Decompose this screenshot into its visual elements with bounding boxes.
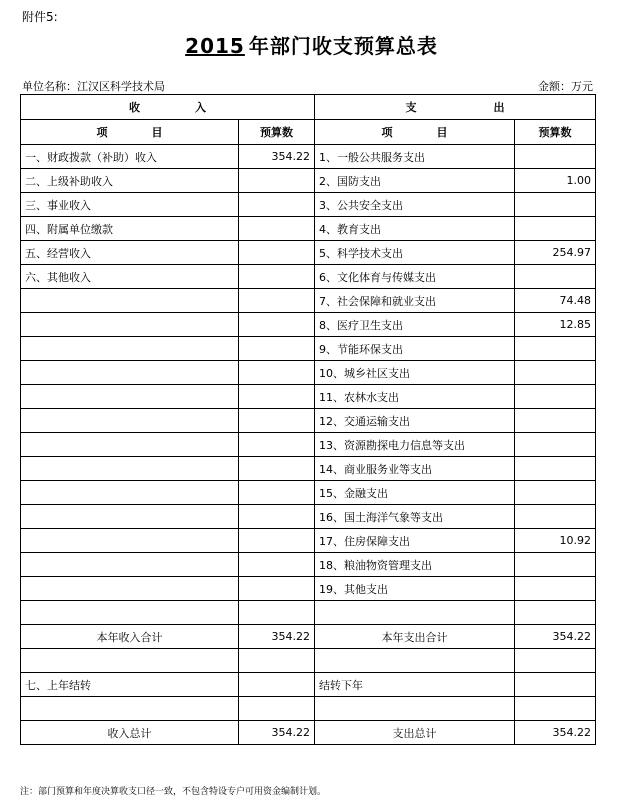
table-row <box>21 529 596 553</box>
income-value-cell <box>239 193 315 217</box>
year-expense-total-label: 本年支出合计 <box>315 625 515 649</box>
income-value-cell <box>239 313 315 337</box>
empty-cell <box>239 697 315 721</box>
income-value-cell <box>239 601 315 625</box>
header-row-columns <box>21 120 596 145</box>
income-value-cell <box>239 433 315 457</box>
carryover-row <box>21 673 596 697</box>
expense-section-header: 支 出 <box>315 95 596 120</box>
page-title <box>0 30 619 59</box>
empty-cell <box>21 697 239 721</box>
expense-value-cell <box>515 433 596 457</box>
expense-value-cell: 12.85 <box>515 313 596 337</box>
table-row <box>21 193 596 217</box>
income-grand-total-value: 354.22 <box>239 721 315 745</box>
income-item-cell: 一、财政拨款（补助）收入 <box>21 145 239 169</box>
expense-value-cell <box>515 505 596 529</box>
income-item-cell <box>21 505 239 529</box>
expense-item-cell: 13、资源勘探电力信息等支出 <box>315 433 515 457</box>
income-item-cell: 三、事业收入 <box>21 193 239 217</box>
expense-item-cell: 16、国土海洋气象等支出 <box>315 505 515 529</box>
budget-table <box>20 94 596 745</box>
expense-item-cell: 7、社会保障和就业支出 <box>315 289 515 313</box>
income-value-cell <box>239 409 315 433</box>
income-item-cell <box>21 337 239 361</box>
income-item-cell <box>21 529 239 553</box>
empty-cell <box>315 697 515 721</box>
income-value-cell <box>239 361 315 385</box>
table-row <box>21 361 596 385</box>
footnote: 注：部门预算和年度决算收支口径一致，不包含特设专户可用资金编制计划。 <box>20 787 327 797</box>
table-row <box>21 385 596 409</box>
blank-row <box>21 649 596 673</box>
amount-unit-label: 金额：万元 <box>538 80 593 93</box>
income-section-header: 收 入 <box>21 95 315 120</box>
income-item-cell <box>21 457 239 481</box>
income-value-cell <box>239 385 315 409</box>
income-item-cell: 二、上级补助收入 <box>21 169 239 193</box>
income-value-cell <box>239 241 315 265</box>
table-row <box>21 553 596 577</box>
carryover-expense-label: 结转下年 <box>315 673 515 697</box>
empty-cell <box>515 649 596 673</box>
expense-item-cell: 3、公共安全支出 <box>315 193 515 217</box>
table-row <box>21 409 596 433</box>
income-value-cell <box>239 577 315 601</box>
income-value-cell <box>239 217 315 241</box>
table-row <box>21 241 596 265</box>
income-value-cell <box>239 505 315 529</box>
expense-value-cell <box>515 217 596 241</box>
expense-item-cell: 12、交通运输支出 <box>315 409 515 433</box>
empty-cell <box>315 649 515 673</box>
income-item-cell <box>21 313 239 337</box>
year-income-total-label: 本年收入合计 <box>21 625 239 649</box>
income-item-cell: 六、其他收入 <box>21 265 239 289</box>
table-row <box>21 289 596 313</box>
expense-item-header: 项 目 <box>315 120 515 145</box>
income-budget-header: 预算数 <box>239 120 315 145</box>
income-item-cell <box>21 433 239 457</box>
income-value-cell <box>239 169 315 193</box>
table-row <box>21 505 596 529</box>
expense-value-cell: 1.00 <box>515 169 596 193</box>
year-expense-total-value: 354.22 <box>515 625 596 649</box>
income-value-cell <box>239 265 315 289</box>
table-row <box>21 217 596 241</box>
income-item-cell <box>21 553 239 577</box>
income-value-cell <box>239 337 315 361</box>
expense-item-cell: 14、商业服务业等支出 <box>315 457 515 481</box>
carryover-expense-value <box>515 673 596 697</box>
carryover-income-value <box>239 673 315 697</box>
expense-item-cell: 18、粮油物资管理支出 <box>315 553 515 577</box>
expense-item-cell: 8、医疗卫生支出 <box>315 313 515 337</box>
title-text: 年部门收支预算总表 <box>248 34 438 58</box>
expense-value-cell <box>515 265 596 289</box>
income-item-cell <box>21 481 239 505</box>
income-value-cell <box>239 481 315 505</box>
expense-value-cell: 254.97 <box>515 241 596 265</box>
income-value-cell <box>239 457 315 481</box>
year-income-total-value: 354.22 <box>239 625 315 649</box>
table-row <box>21 433 596 457</box>
income-value-cell <box>239 553 315 577</box>
income-item-cell: 五、经营收入 <box>21 241 239 265</box>
table-row <box>21 169 596 193</box>
table-row <box>21 577 596 601</box>
table-row <box>21 145 596 169</box>
expense-value-cell <box>515 145 596 169</box>
income-item-cell <box>21 361 239 385</box>
expense-value-cell <box>515 361 596 385</box>
income-item-cell <box>21 409 239 433</box>
expense-item-cell: 6、文化体育与传媒支出 <box>315 265 515 289</box>
expense-value-cell <box>515 337 596 361</box>
table-row <box>21 457 596 481</box>
income-item-cell <box>21 289 239 313</box>
expense-grand-total-value: 354.22 <box>515 721 596 745</box>
table-row <box>21 601 596 625</box>
header-row-sections <box>21 95 596 120</box>
income-item-header: 项 目 <box>21 120 239 145</box>
year-total-row <box>21 625 596 649</box>
expense-item-cell: 9、节能环保支出 <box>315 337 515 361</box>
empty-cell <box>515 697 596 721</box>
empty-cell <box>239 649 315 673</box>
expense-value-cell <box>515 409 596 433</box>
expense-item-cell: 10、城乡社区支出 <box>315 361 515 385</box>
expense-value-cell <box>515 601 596 625</box>
blank-row <box>21 697 596 721</box>
expense-value-cell <box>515 457 596 481</box>
expense-value-cell <box>515 577 596 601</box>
carryover-income-label: 七、上年结转 <box>21 673 239 697</box>
expense-item-cell: 11、农林水支出 <box>315 385 515 409</box>
expense-item-cell: 15、金融支出 <box>315 481 515 505</box>
income-value-cell: 354.22 <box>239 145 315 169</box>
income-item-cell <box>21 601 239 625</box>
grand-total-row <box>21 721 596 745</box>
expense-value-cell <box>515 481 596 505</box>
empty-cell <box>21 649 239 673</box>
expense-value-cell: 10.92 <box>515 529 596 553</box>
income-item-cell <box>21 385 239 409</box>
expense-item-cell: 19、其他支出 <box>315 577 515 601</box>
income-value-cell <box>239 529 315 553</box>
income-value-cell <box>239 289 315 313</box>
unit-name-label: 单位名称：江汉区科学技术局 <box>22 80 165 93</box>
income-grand-total-label: 收入总计 <box>21 721 239 745</box>
expense-item-cell: 2、国防支出 <box>315 169 515 193</box>
expense-item-cell: 4、教育支出 <box>315 217 515 241</box>
table-row <box>21 313 596 337</box>
income-item-cell: 四、附属单位缴款 <box>21 217 239 241</box>
expense-item-cell: 1、一般公共服务支出 <box>315 145 515 169</box>
expense-grand-total-label: 支出总计 <box>315 721 515 745</box>
table-row <box>21 265 596 289</box>
expense-value-cell <box>515 385 596 409</box>
income-item-cell <box>21 577 239 601</box>
expense-item-cell: 17、住房保障支出 <box>315 529 515 553</box>
expense-value-cell: 74.48 <box>515 289 596 313</box>
table-row <box>21 481 596 505</box>
expense-item-cell: 5、科学技术支出 <box>315 241 515 265</box>
expense-value-cell <box>515 553 596 577</box>
title-year: 2015 <box>185 34 245 58</box>
expense-value-cell <box>515 193 596 217</box>
expense-item-cell <box>315 601 515 625</box>
expense-budget-header: 预算数 <box>515 120 596 145</box>
attachment-label: 附件5: <box>22 10 58 24</box>
table-row <box>21 337 596 361</box>
